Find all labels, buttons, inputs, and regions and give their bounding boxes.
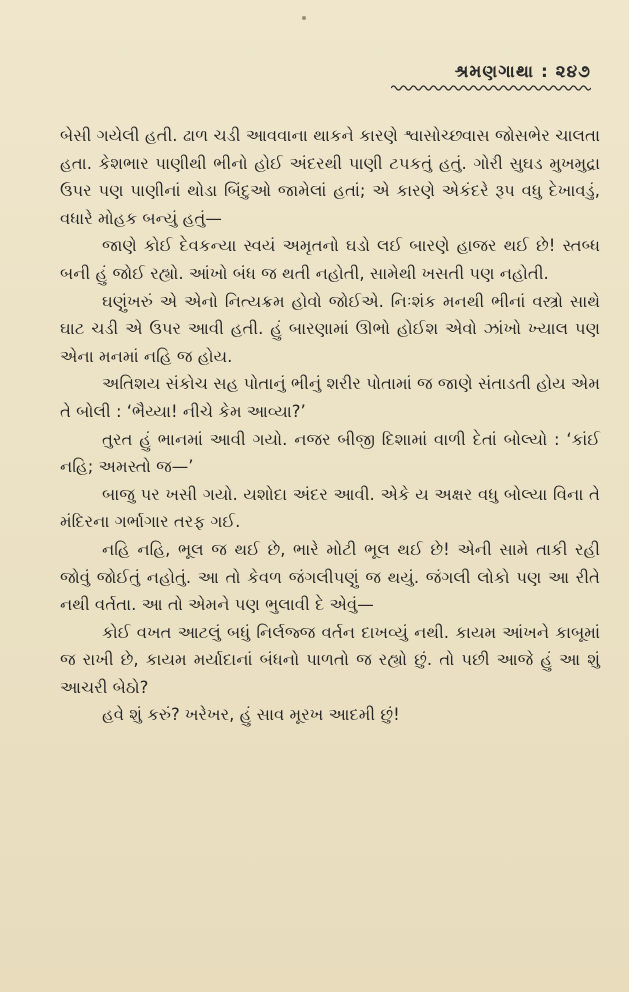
paragraph: બાજુ પર ખસી ગયો. યશોદા અંદર આવી. એકે ય અક્ષર વધુ બોલ્યા વિના તે મંદિરના ગર્ભાગાર તરફ ગઈ. <box>60 484 600 532</box>
running-head: શ્રમણગાથા : ૨૪૭ <box>454 62 591 82</box>
paragraph: ઘણુંખરું એ એનો નિત્યક્રમ હોવો જોઈએ. નિઃશંક મનથી ભીનાં વસ્ત્રો સાથે ઘાટ ચડી એ ઉપર આવી હતી. હું બારણામાં ઊભો હોઈશ એવો ઝાંખો ખ્યાલ પણ એના મનમાં નહિ જ હોય. <box>60 291 600 366</box>
paragraph: અતિશય સંકોચ સહ પોતાનું ભીનું શરીર પોતામાં જ જાણે સંતાડતી હોય એમ તે બોલી : ‘ભૈય્યા! નીચે કેમ આવ્યા?’ <box>60 374 600 421</box>
paragraph: તુરત હું ભાનમાં આવી ગયો. નજર બીજી દિશામાં વાળી દેતાં બોલ્યો : ‘કાંઈ નહિ; અમસ્તો જ—’ <box>60 429 600 477</box>
paragraph: નહિ નહિ, ભૂલ જ થઈ છે, ભારે મોટી ભૂલ થઈ છે! એની સામે તાકી રહી જોવું જોઈતું નહોતું. આ તો કેવળ જંગલીપણું જ થયું. જંગલી લોકો પણ આ રીતે નથી વર્તતા. આ તો એમને પણ ભુલાવી દે એવું— <box>60 539 600 615</box>
body-text <box>60 122 600 729</box>
paragraph: હવે શું કરું? ખરેખર, હું સાવ મૂરખ આદમી છું! <box>102 705 400 725</box>
wavy-underline <box>391 84 591 92</box>
paragraph: જાણે કોઈ દેવકન્યા સ્વયં અમૃતનો ઘડો લઈ બારણે હાજર થઈ છે! સ્તબ્ધ બની હું જોઈ રહ્યો. આંખો બંધ જ થતી નહોતી, સામેથી ખસતી પણ નહોતી. <box>60 236 600 283</box>
paragraph: બેસી ગયેલી હતી. ઢાળ ચડી આવવાના થાકને કારણે શ્વાસોચ્છ્વાસ જોસભેર ચાલતા હતા. કેશભાર પાણીથી ભીનો હોઈ અંદરથી પાણી ટપકતું હતું. ગોરી સુઘડ મુખમુદ્રા ઉપર પણ પાણીનાં થોડા બિંદુઓ જામેલાં હતાં; એ કારણે એકંદરે રૂપ વધુ દેખાવડું, વધારે મોહક બન્યું હતું— <box>60 126 600 228</box>
page-header <box>371 62 591 92</box>
page-speck <box>302 16 306 20</box>
paragraph: કોઈ વખત આટલું બધું નિર્લજ્જ વર્તન દાખવ્યું નથી. કાયમ આંખને કાબૂમાં જ રાખી છે, કાયમ મર્યાદાનાં બંધનો પાળતો જ રહ્યો છું. તો પછી આજે હું આ શું આચરી બેઠો? <box>60 622 600 697</box>
